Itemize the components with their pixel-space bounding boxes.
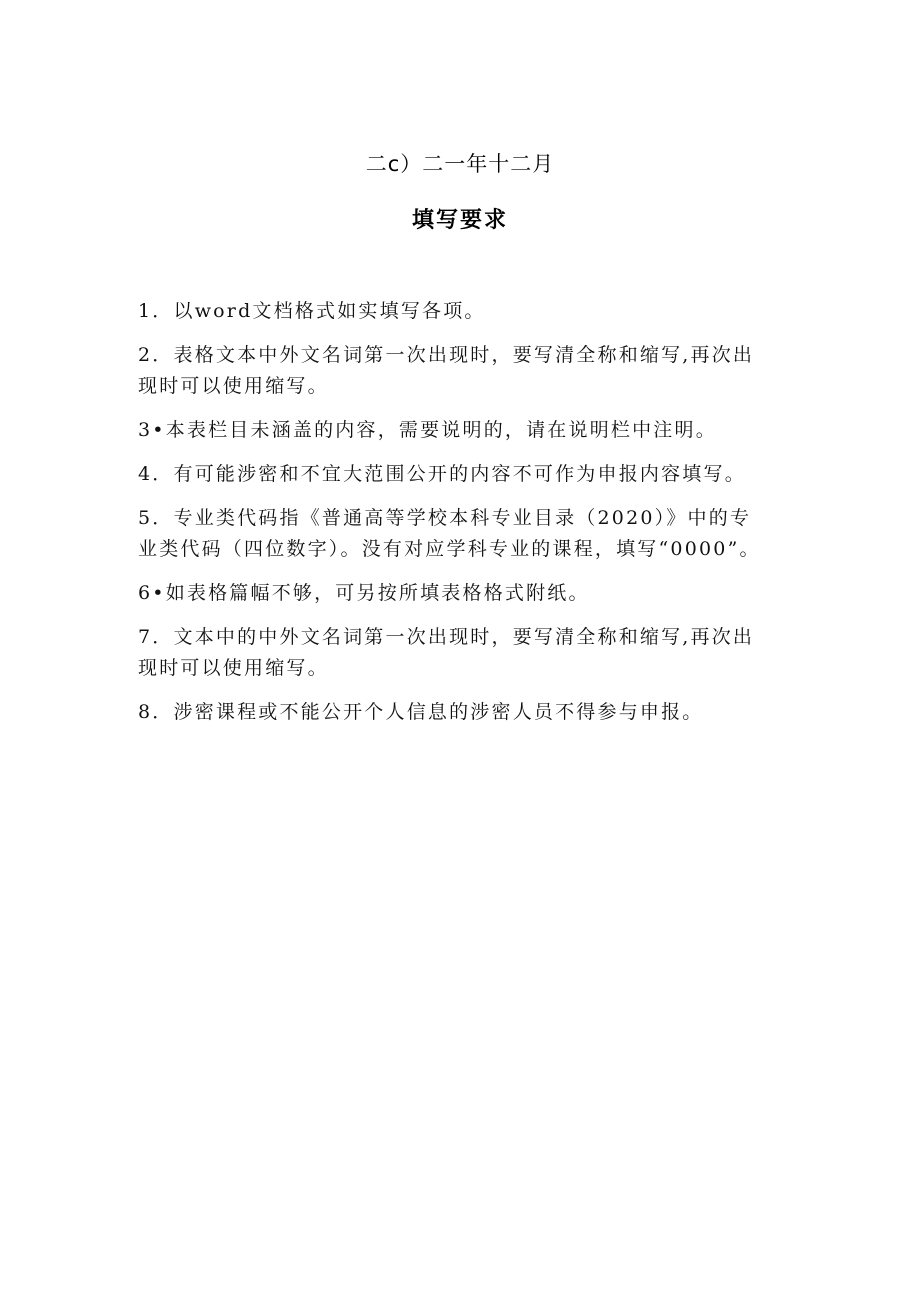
requirement-line: 业类代码（四位数字）。没有对应学科专业的课程，填写“0000”。 xyxy=(138,538,761,560)
requirement-line: 3•本表栏目未涵盖的内容，需要说明的，请在说明栏中注明。 xyxy=(138,419,717,441)
date-line: 二c）二一年十二月 xyxy=(365,152,555,176)
requirement-line: 4．有可能涉密和不宜大范围公开的内容不可作为申报内容填写。 xyxy=(138,463,746,485)
requirements-list xyxy=(138,296,838,741)
page-title: 填写要求 xyxy=(411,208,508,233)
requirement-line: 8．涉密课程或不能公开个人信息的涉密人员不得参与申报。 xyxy=(138,701,704,723)
requirement-item-8 xyxy=(138,697,838,728)
requirement-line: 5．专业类代码指《普通高等学校本科专业目录（2020）》中的专 xyxy=(138,507,752,529)
requirement-item-5 xyxy=(138,503,838,565)
requirement-line: 1．以word文档格式如实填写各项。 xyxy=(138,300,486,322)
requirement-item-7 xyxy=(138,622,838,684)
requirement-line: 现时可以使用缩写。 xyxy=(138,375,329,397)
requirement-line: 2．表格文本中外文名词第一次出现时，要写清全称和缩写,再次出 xyxy=(138,344,755,366)
requirement-line: 6•如表格篇幅不够，可另按所填表格格式附纸。 xyxy=(138,582,590,604)
requirement-item-2 xyxy=(138,340,838,402)
requirement-item-6 xyxy=(138,578,838,609)
requirement-line: 现时可以使用缩写。 xyxy=(138,657,329,679)
requirement-line: 7．文本中的中外文名词第一次出现时，要写清全称和缩写,再次出 xyxy=(138,626,755,648)
requirement-item-1 xyxy=(138,296,838,327)
requirement-item-3 xyxy=(138,415,838,446)
requirement-item-4 xyxy=(138,459,838,490)
